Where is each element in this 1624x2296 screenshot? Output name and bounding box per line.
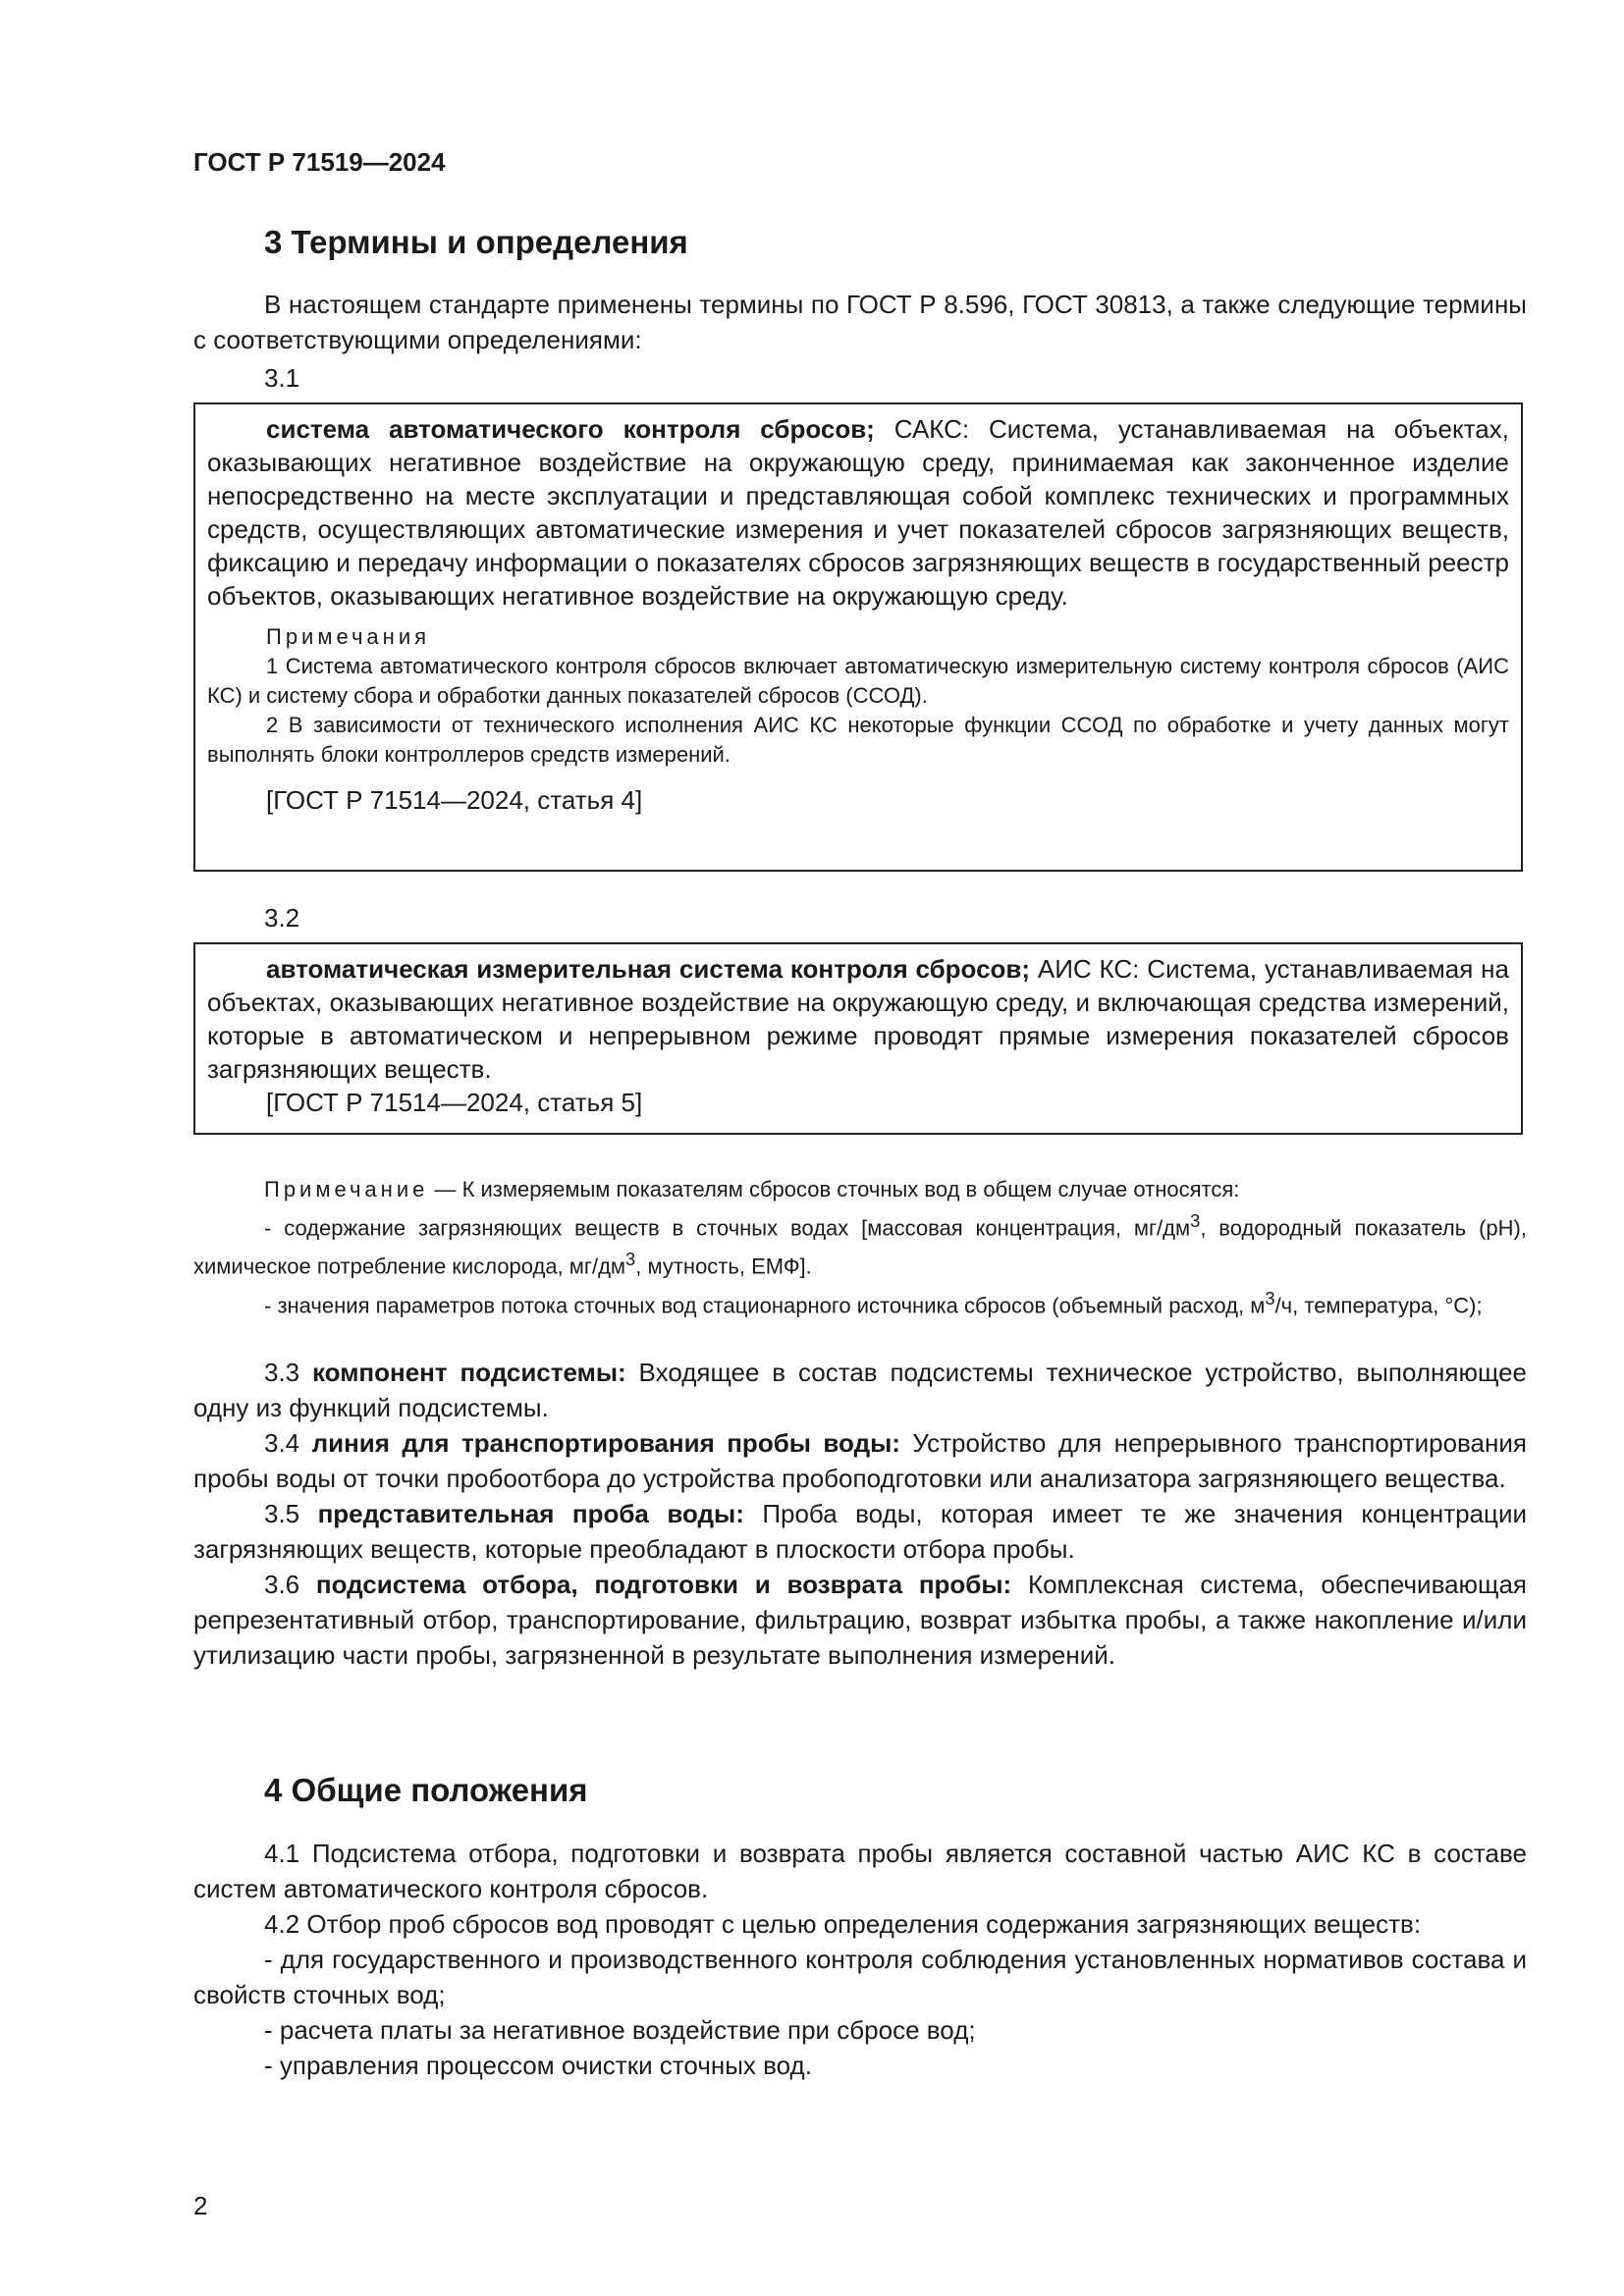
section-4-title: 4 Общие положения <box>264 1772 588 1808</box>
list-item-1: - для государственного и производственного контроля соблюдения установленных нормативов состава и свойств сточных вод; <box>193 1945 1527 2009</box>
list-item-3: - управления процессом очистки сточных вод. <box>264 2051 812 2080</box>
term-3-2-definition <box>207 952 1509 1086</box>
term-3-2-reference: [ГОСТ Р 71514—2024, статья 5] <box>266 1088 643 1117</box>
term-3-1-reference: [ГОСТ Р 71514—2024, статья 4] <box>266 785 643 815</box>
note-2: 2 В зависимости от технического исполнения АИС КС некоторые функции ССОД по обработке и учету данных могут выполнять блоки контроллеров средств измерений. <box>207 713 1509 767</box>
document-header: ГОСТ Р 71519—2024 <box>193 147 446 177</box>
term-3-4: 3.4 линия для транспортирования пробы воды: Устройство для непрерывного транспортирования пробы воды от точки пробоотбора до устройства пробоподготовки или анализатора загрязняющего вещества. <box>193 1428 1527 1493</box>
note-item-1: - содержание загрязняющих веществ в сточных водах [массовая концентрация, $мг/дм^3$, водородный показатель (рН), химическое потребление кислорода, $мг/дм^3$, мутность, ЕМФ]. <box>193 1210 1527 1279</box>
term-3-1-definition <box>207 412 1509 613</box>
paragraph-4-2: 4.2 Отбор проб сбросов вод проводят с целью определения содержания загрязняющих веществ: <box>264 1909 1422 1939</box>
page-number: 2 <box>193 2191 208 2220</box>
term-3-6: 3.6 подсистема отбора, подготовки и возврата пробы: Комплексная система, обеспечивающая репрезентативный отбор, транспортирование, фильтрацию, возврат избытка пробы, а также накопление и/или утилизацию части пробы, загрязненной в результате выполнения измерений. <box>193 1570 1527 1670</box>
term-3-1-notes <box>207 622 1509 770</box>
term-3-1-def-text: САКС: Система, устанавливаемая на объектах, оказывающих негативное воздействие на окружающую среду, принимаемая как законченное изделие непосредственно на месте эксплуатации и представляющая собой комплекс технических и программных средств, осуществляющих автоматические измерения и учет показателей сбросов загрязняющих веществ, фиксацию и передачу информации о показателях сбросов загрязняющих веществ в государственный реестр объектов, оказывающих негативное воздействие на окружающую среду. <box>207 414 1509 611</box>
term-3-1-term: система автоматического контроля сбросов; <box>266 414 875 444</box>
term-3-1-number: 3.1 <box>264 363 300 393</box>
term-3-2-number: 3.2 <box>264 903 300 933</box>
section-3-title: 3 Термины и определения <box>264 224 688 260</box>
note-label: Примечание <box>264 1177 429 1201</box>
term-3-1-box <box>193 402 1523 872</box>
term-3-4-term: линия для транспортирования пробы воды: <box>311 1428 900 1458</box>
measurement-note <box>193 1174 1527 1321</box>
terms-3-3-to-3-6 <box>193 1355 1527 1673</box>
term-3-5-term: представительная проба воды: <box>317 1499 744 1528</box>
term-3-6-term: подсистема отбора, подготовки и возврата пробы: <box>315 1570 1012 1599</box>
section-4-body <box>193 1836 1527 2083</box>
term-3-3-term: компонент подсистемы: <box>311 1358 626 1387</box>
term-3-5: 3.5 представительная проба воды: Проба воды, которая имеет те же значения концентрации загрязняющих веществ, которые преобладают в плоскости отбора пробы. <box>193 1499 1527 1564</box>
notes-label: Примечания <box>266 624 431 649</box>
term-3-2-box <box>193 942 1523 1135</box>
list-item-2: - расчета платы за негативное воздействие при сбросе вод; <box>264 2015 976 2045</box>
paragraph-4-1: 4.1 Подсистема отбора, подготовки и возврата пробы является составной частью АИС КС в составе систем автоматического контроля сбросов. <box>193 1839 1527 1903</box>
intro-text: В настоящем стандарте применены термины по ГОСТ Р 8.596, ГОСТ 30813, а также следующие термины с соответствующими определениями: <box>193 290 1527 354</box>
section-3-intro <box>193 287 1527 357</box>
term-3-2-def-text: АИС КС: Система, устанавливаемая на объектах, оказывающих негативное воздействие на окружающую среду, и включающая средства измерений, которые в автоматическом и непрерывном режиме проводят прямые измерения показателей сбросов загрязняющих веществ. <box>207 954 1509 1084</box>
note-item-2: - значения параметров потока сточных вод стационарного источника сбросов (объемный расход, $м^3/ч$, температура, °С); <box>264 1287 1483 1317</box>
note-intro: — К измеряемым показателям сбросов сточных вод в общем случае относятся: <box>428 1177 1240 1201</box>
term-3-2-term: автоматическая измерительная система контроля сбросов; <box>266 954 1031 984</box>
note-1: 1 Система автоматического контроля сбросов включает автоматическую измерительную систему контроля сбросов (АИС КС) и систему сбора и обработки данных показателей сбросов (ССОД). <box>207 654 1509 708</box>
term-3-3: 3.3 компонент подсистемы: Входящее в состав подсистемы техническое устройство, выполняющее одну из функций подсистемы. <box>193 1358 1528 1422</box>
